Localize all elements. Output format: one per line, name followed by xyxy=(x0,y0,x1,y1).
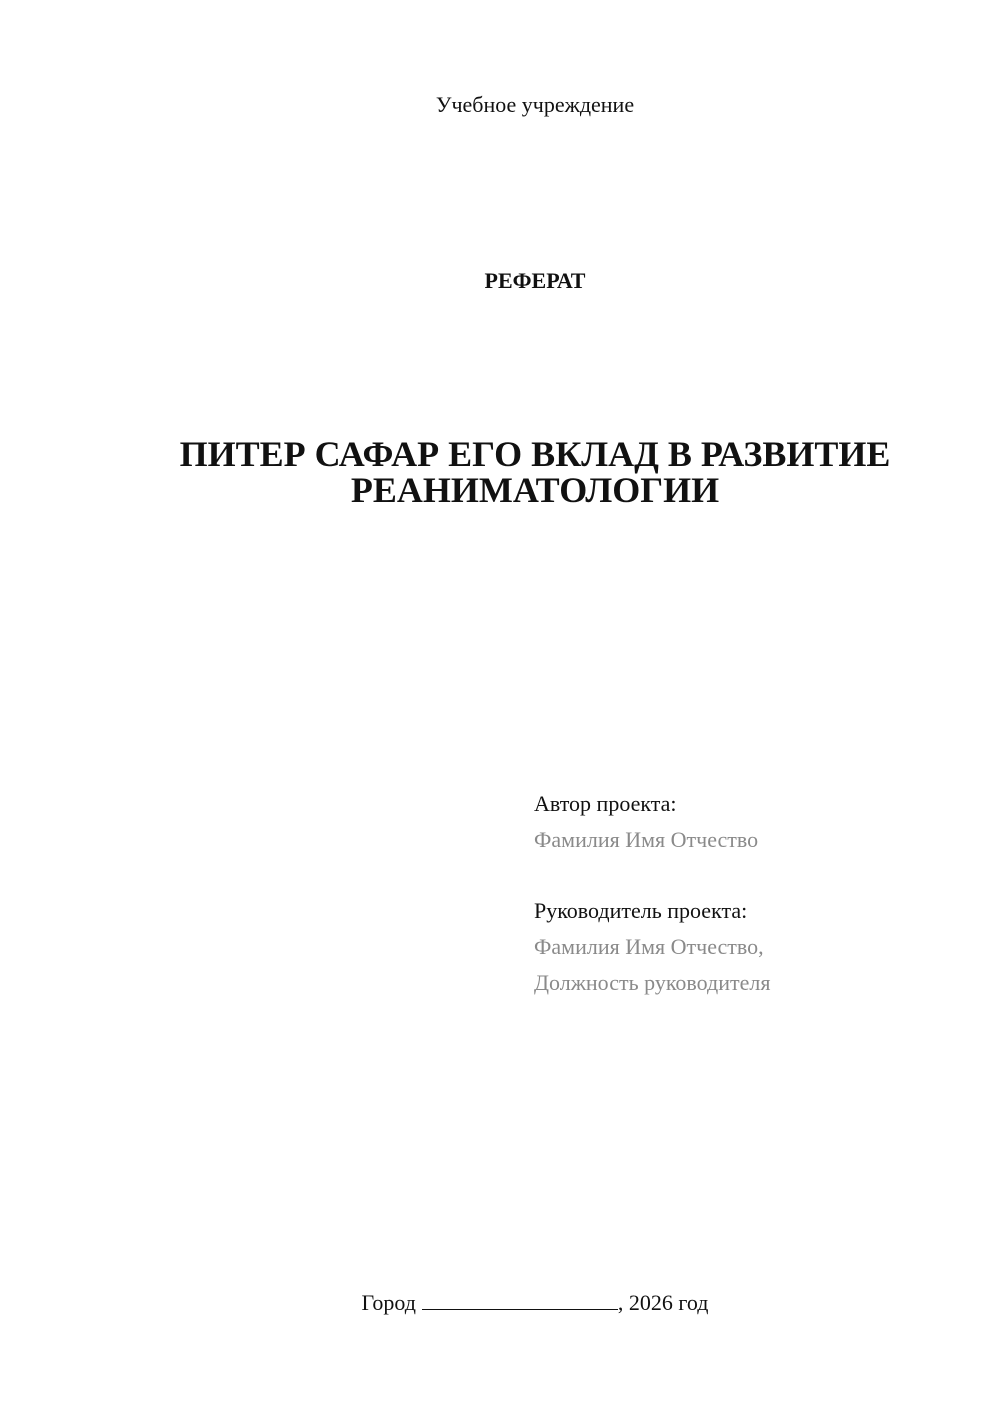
institution-name xyxy=(70,92,1000,118)
title-line-1: ПИТЕР САФАР ЕГО ВКЛАД В РАЗВИТИЕ xyxy=(179,434,891,474)
document-type-text: РЕФЕРАТ xyxy=(484,268,586,293)
supervisor-position: Должность руководителя xyxy=(534,970,771,995)
author-label: Автор проекта: xyxy=(534,791,677,816)
supervisor-block xyxy=(534,893,770,1001)
city-blank-line xyxy=(422,1291,618,1310)
author-block xyxy=(534,786,758,858)
author-name: Фамилия Имя Отчество xyxy=(534,827,759,852)
title-line-2: РЕАНИМАТОЛОГИИ xyxy=(350,470,720,510)
supervisor-label: Руководитель проекта: xyxy=(534,898,748,923)
institution-text: Учебное учреждение xyxy=(435,92,635,117)
document-title xyxy=(70,436,1000,508)
document-type xyxy=(70,268,1000,294)
footer-city: Город xyxy=(361,1290,416,1315)
footer-city-year xyxy=(70,1290,1000,1316)
supervisor-name: Фамилия Имя Отчество, xyxy=(534,934,764,959)
footer-year: , 2026 год xyxy=(617,1290,709,1315)
